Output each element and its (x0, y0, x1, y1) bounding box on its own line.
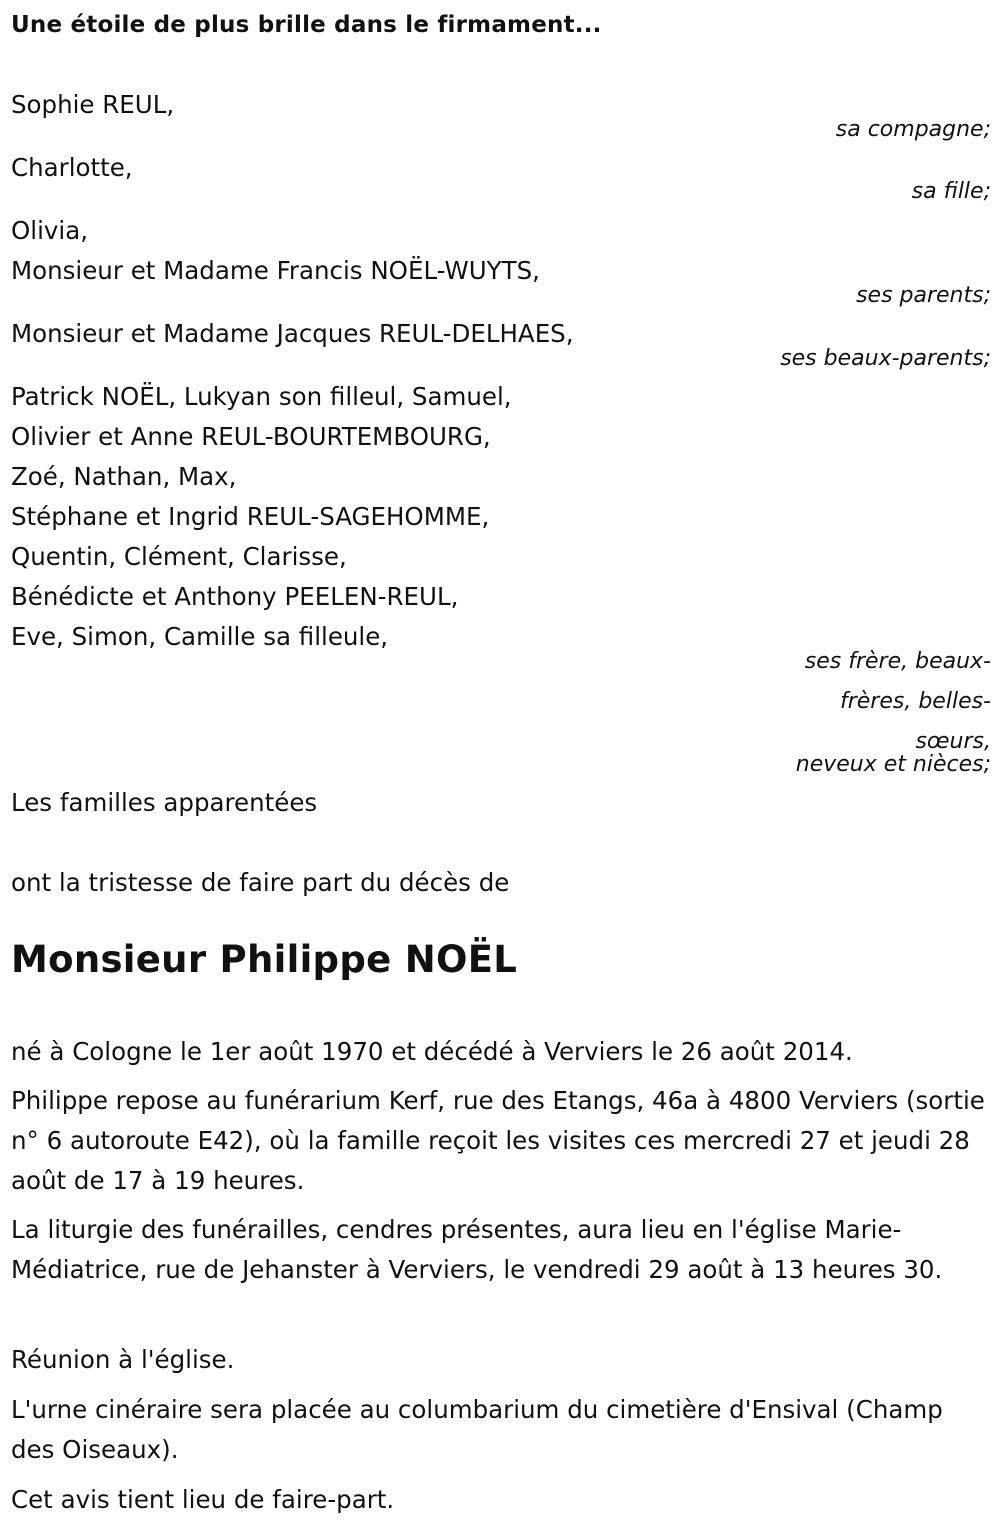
role-5a: ses frère, beaux- (804, 649, 991, 674)
urn-paragraph: L'urne cinéraire sera placée au columbarium du cimetière d'Ensival (Champ des Oiseaux). (11, 1395, 943, 1464)
family-line-4: Monsieur et Madame Francis NOËL-WUYTS, (11, 256, 540, 285)
birth-death-paragraph: né à Cologne le 1er août 1970 et décédé à Verviers le 26 août 2014. (11, 1037, 853, 1066)
role-5c: sœurs, (915, 729, 991, 754)
deceased-name: Monsieur Philippe NOËL (11, 938, 518, 981)
family-line-9: Stéphane et Ingrid REUL-SAGEHOMME, (11, 502, 490, 531)
liturgy-paragraph: La liturgie des funérailles, cendres présentes, aura lieu en l'église Marie-Médiatrice, rue de Jehanster à Verviers, le vendredi 29 août à 13 heures 30. (11, 1215, 943, 1284)
family-line-12: Eve, Simon, Camille sa filleule, (11, 622, 389, 651)
notice-paragraph: Cet avis tient lieu de faire-part. (11, 1485, 395, 1514)
role-5b: frères, belles- (839, 689, 991, 714)
role-3: ses parents; (856, 283, 991, 308)
role-4: ses beaux-parents; (780, 346, 991, 371)
family-line-1: Sophie REUL, (11, 90, 175, 119)
visitation-paragraph: Philippe repose au funérarium Kerf, rue des Etangs, 46a à 4800 Verviers (sortie n° 6 autoroute E42), où la famille reçoit les visites ces mercredi 27 et jeudi 28 août de 17 à 19 heures. (11, 1086, 985, 1195)
family-line-8: Zoé, Nathan, Max, (11, 462, 237, 491)
gathering-paragraph: Réunion à l'église. (11, 1345, 235, 1374)
role-5d: neveux et nièces; (795, 752, 991, 777)
family-line-2: Charlotte, (11, 153, 133, 182)
headline: Une étoile de plus brille dans le firmament... (11, 12, 602, 38)
family-line-10: Quentin, Clément, Clarisse, (11, 542, 347, 571)
role-2: sa fille; (911, 179, 991, 204)
family-line-3: Olivia, (11, 216, 89, 245)
role-1: sa compagne; (835, 117, 991, 142)
family-line-5: Monsieur et Madame Jacques REUL-DELHAES, (11, 319, 574, 348)
family-line-6: Patrick NOËL, Lukyan son filleul, Samuel, (11, 382, 512, 411)
announcement: ont la tristesse de faire part du décès de (11, 868, 510, 897)
family-line-11: Bénédicte et Anthony PEELEN-REUL, (11, 582, 459, 611)
family-line-7: Olivier et Anne REUL-BOURTEMBOURG, (11, 422, 491, 451)
family-line-13: Les familles apparentées (11, 788, 318, 817)
